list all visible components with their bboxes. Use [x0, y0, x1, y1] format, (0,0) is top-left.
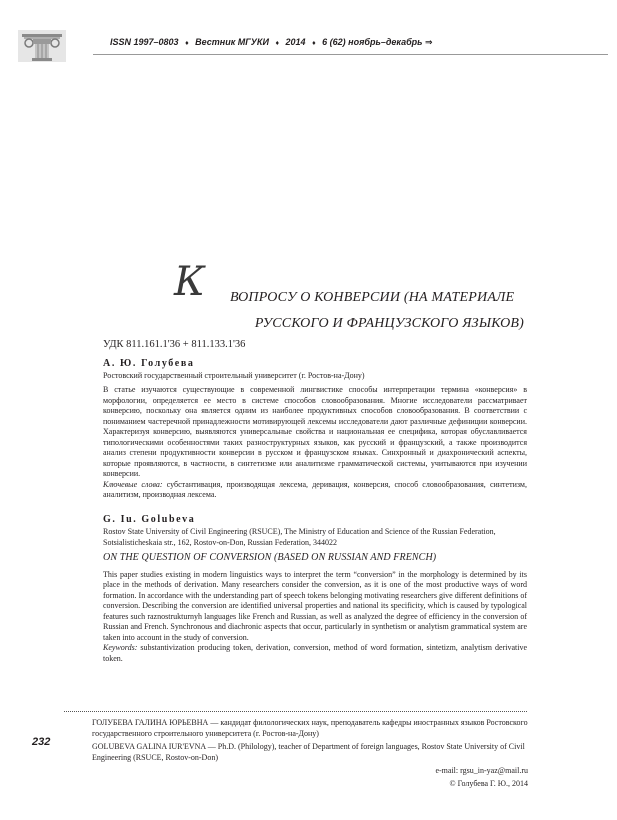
footnote-copyright: © Голубева Г. Ю., 2014	[449, 778, 528, 788]
diamond-icon: ♦	[275, 40, 280, 47]
header-issue: 6 (62) ноябрь–декабрь	[322, 37, 423, 47]
footer-rule	[64, 711, 527, 712]
arrow-right-icon: ⇒	[425, 37, 433, 47]
running-header	[18, 30, 608, 70]
title-line-1: ВОПРОСУ О КОНВЕРСИИ (НА МАТЕРИАЛЕ	[230, 290, 515, 305]
affiliation-en: Rostov State University of Civil Engineering (RSUCE), The Ministry of Education and Science of the Russian Federation, Sotsialisticheskaia str., 162, Rostov-on-Don, Russian Federation, 344022	[103, 526, 496, 547]
footnote-author-ru: ГОЛУБЕВА ГАЛИНА ЮРЬЕВНА — кандидат филологических наук, преподаватель кафедры иностранных языков Ростовского государственного строительного университета (г. Ростов-на-Дону)	[92, 718, 528, 738]
header-issn: ISSN 1997–0803	[110, 37, 179, 47]
footnote-author-en: GOLUBEVA GALINA IUR'EVNA — Ph.D. (Philology), teacher of Department of foreign languages, Rostov State University of Civil Engineering (RSUCE, Rostov-on-Don)	[92, 742, 525, 762]
abstract-ru	[103, 385, 527, 501]
author-ru: А. Ю. Голубева	[103, 358, 195, 369]
column-logo-icon	[18, 30, 66, 62]
affiliation-ru: Ростовский государственный строительный университет (г. Ростов-на-Дону)	[103, 371, 365, 380]
title-initial: К	[174, 259, 205, 305]
author-footnote	[92, 718, 528, 789]
keywords-ru-label: Ключевые слова:	[103, 479, 163, 489]
article-front-matter	[103, 339, 527, 664]
diamond-icon: ♦	[185, 40, 189, 47]
header-year: 2014	[285, 37, 306, 47]
keywords-en-label: Keywords:	[103, 643, 138, 652]
diamond-icon: ♦	[312, 40, 316, 47]
abstract-ru-text: В статье изучаются существующие в современной лингвистике способы интерпретации термина «конверсия» в морфологии, определяется ее место в системе способов словообразования. Многие исследователи рассматривает конверсию, поскольку она является одним из наиболее продуктивных способов словообразования. В соответствии с пониманием частеречной принадлежности мотивирующей лексемы исследователи дают различные дефиниции конверсии. Характеризуя конверсию, выявляются универсальные свойства и национальная ее специфика, которая обуславливается типологическими особенностями таких разноструктурных языков, как русский и французский, а также производится анализ степени продуктивности конверсии в русском и французском языках. Синхронный и диахронический аспекты, которые проявляются, в частности, в синтетизме или аналитизме грамматической системы, учитываются при изучении конверсии.	[103, 385, 527, 478]
article-title	[170, 259, 530, 338]
header-journal-info	[110, 37, 433, 48]
abstract-en-text: This paper studies existing in modern linguistics ways to interpret the term “conversion” in the morphology is determined by its place in the methods of derivation. Many researchers consider the conversion, as it is one of the most productive ways of word formation. In accordance with the understanding part of speech tokens belonging motivating researchers give different definitions of conversion. Describing the conversion are identified universal properties and national its specificity, which is caused by typological features such raznostrukturnyh languages like French and Russian, as well as analyzed the degree of efficiency in the conversion of Russian and French. Synchronous and diachronic aspects that occur, particularly in synthetism or analytism grammatical system are taken into account in the study of conversion.	[103, 569, 527, 642]
keywords-ru: субстантивация, производящая лексема, деривация, конверсия, способ словообразования, синтетизм, аналитизм, производная лексема.	[103, 479, 527, 499]
title-line-2: РУССКОГО И ФРАНЦУЗСКОГО ЯЗЫКОВ)	[254, 316, 524, 331]
abstract-en	[103, 570, 527, 665]
author-en: G. Iu. Golubeva	[103, 513, 196, 525]
header-rule	[93, 54, 608, 55]
footnote-email[interactable]: e-mail: rgsu_in-yaz@mail.ru	[435, 766, 528, 775]
title-en: ON THE QUESTION OF CONVERSION (BASED ON RUSSIAN AND FRENCH)	[103, 551, 437, 563]
udk-code: УДК 811.161.1'36 + 811.133.1'36	[103, 339, 246, 350]
page-number: 232	[32, 736, 51, 748]
keywords-en: substantivization producing token, derivation, conversion, method of word formation, sintetizm, analytism derivative token.	[103, 643, 527, 663]
header-journal: Вестник МГУКИ	[195, 37, 269, 47]
